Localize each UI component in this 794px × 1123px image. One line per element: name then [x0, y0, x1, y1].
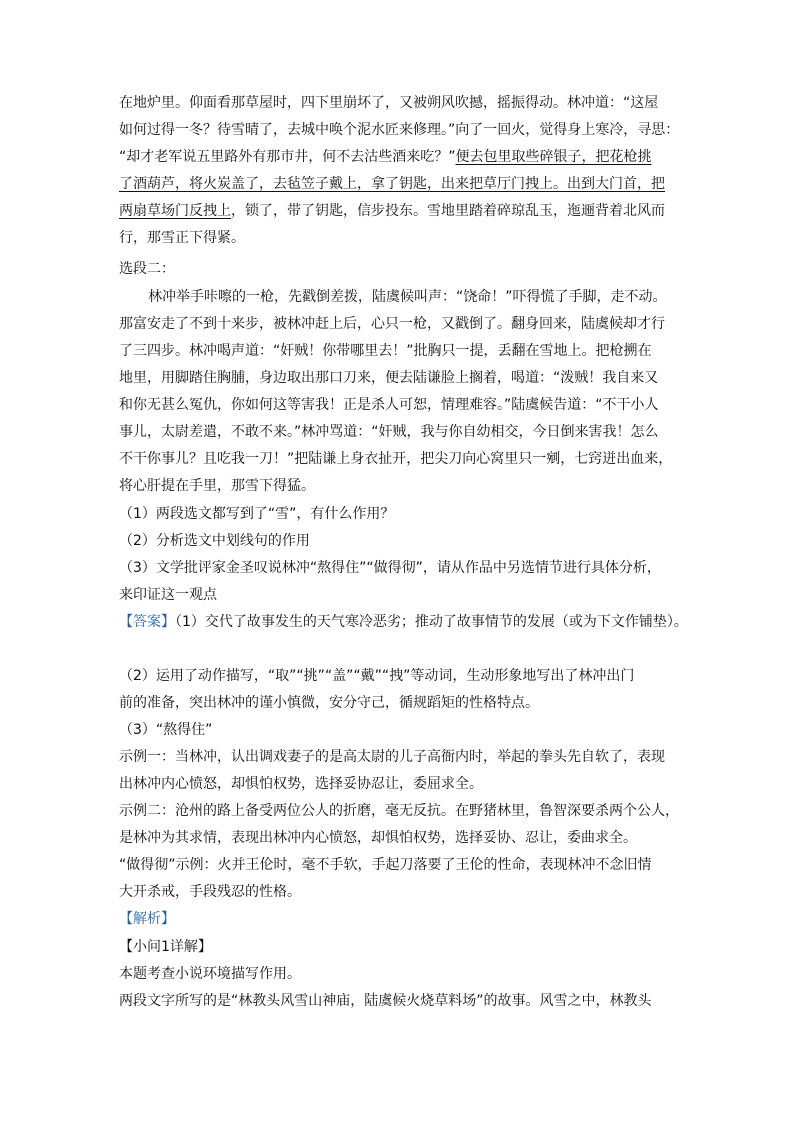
- text-line-6: 行，那雪正下得紧。: [119, 230, 245, 246]
- example-3-cont: 大开杀戒，手段残忍的性格。: [119, 884, 301, 900]
- text-line-13: 事儿，太尉差遣，不敢不来。”林冲骂道：“奸贼，我与你自幼相交，今日倒来害我！怎么: [119, 424, 659, 440]
- text-line-8: 林冲举手咔嚓的一枪，先戳倒差拨，陆虞候叫声：“饶命！”吓得慌了手脚，走不动。: [148, 289, 667, 305]
- text-line-11: 地里，用脚踏住胸脯，身边取出那口刀来，便去陆谦脸上搁着，喝道：“泼贼！我自来又: [119, 370, 659, 386]
- text-line-1: 在地炉里。仰面看那草屋时，四下里崩坏了，又被朔风吹撼，摇振得动。林冲道：“这屋: [119, 95, 659, 111]
- text-segment: ，锁了，带了钥匙，信步投东。雪地里踏着碎琼乱玉，迤逦背着北风而: [231, 203, 665, 219]
- example-1-cont: 出林冲内心愤怒，却惧怕权势，选择妥协忍让，委屈求全。: [119, 776, 483, 792]
- text-line-14: 不干你事儿？且吃我一刀！”把陆谦上身衣扯开，把尖刀向心窝里只一剜，七窍迸出血来，: [119, 451, 673, 467]
- text-segment: “却才老军说五里路外有那市井，何不去沽些酒来吃？”: [119, 149, 456, 165]
- answer-3-heading: （3）“熬得住”: [119, 722, 213, 738]
- text-line-3: [119, 147, 652, 169]
- answer-line-1: [119, 612, 688, 634]
- example-1: 示例一：当林冲，认出调戏妻子的是高太尉的儿子高衙内时，举起的拳头先自软了，表现: [119, 749, 665, 765]
- text-line-9: 那富安走了不到十来步，被林冲赶上后，心只一枪，又戳倒了。翻身回来，陆虞候却才行: [119, 316, 665, 332]
- analysis-line-1: 本题考查小说环境描写作用。: [119, 966, 301, 982]
- example-2-cont: 是林冲为其求情，表现出林冲内心愤怒，却惧怕权势，选择妥协、忍让，委曲求全。: [119, 830, 637, 846]
- underlined-line-4: 了酒葫芦，将火炭盖了，去毡笠子戴上，拿了钥匙，出来把草厅门拽上。出到大门首，把: [119, 176, 665, 192]
- question-1: （1）两段选文都写到了“雪”，有什么作用？: [119, 506, 395, 522]
- question-2: （2）分析选文中划线句的作用: [119, 533, 310, 549]
- answer-2-cont: 前的准备，突出林冲的谨小慎微，安分守己，循规蹈矩的性格特点。: [119, 695, 539, 711]
- text-line-2: 如何过得一冬？待雪晴了，去城中唤个泥水匠来修理。”向了一回火，觉得身上寒冷，寻思：: [119, 122, 680, 138]
- answer-1: （1）交代了故事发生的天气寒冷恶劣；推动了故事情节的发展（或为下文作铺垫）。: [175, 614, 688, 630]
- text-line-10: 了三四步。林冲喝声道：“奸贼！你带哪里去！”批胸只一提，丢翻在雪地上。把枪搠在: [119, 343, 652, 359]
- answer-2: （2）运用了动作描写，“取”“挑”“盖”“戴”“拽”等动词，生动形象地写出了林冲出门: [119, 668, 635, 684]
- example-2: 示例二：沧州的路上备受两位公人的折磨，毫无反抗。在野猪林里，鲁智深要杀两个公人，: [119, 803, 679, 819]
- question-3: （3）文学批评家金圣叹说林冲“熬得住”“做得彻”，请从作品中另选情节进行具体分析，: [119, 560, 661, 576]
- analysis-line-2: 两段文字所写的是“林教头风雪山神庙，陆虞候火烧草料场”的故事。风雪之中，林教头: [119, 993, 652, 1009]
- question-3-cont: 来印证这一观点: [119, 587, 217, 603]
- text-line-12: 和你无甚么冤仇，你如何这等害我！正是杀人可恕，情理难容。”陆虞候告道：“不干小人: [119, 397, 659, 413]
- section-label-2: 选段二：: [119, 261, 175, 277]
- text-line-5: [119, 201, 665, 223]
- analysis-tag: 【解析】: [119, 911, 175, 927]
- text-line-15: 将心肝提在手里，那雪下得猛。: [119, 478, 315, 494]
- underlined-sentence: 便去包里取些碎银子，把花枪挑: [455, 149, 652, 165]
- example-3: “做得彻”示例：火并王伦时，毫不手软，手起刀落要了王伦的性命，表现林冲不念旧情: [119, 857, 652, 873]
- subquestion-heading: 【小问1详解】: [119, 939, 212, 955]
- underlined-sentence: 两扇草场门反拽上: [119, 203, 231, 219]
- answer-tag: 【答案】: [119, 614, 175, 630]
